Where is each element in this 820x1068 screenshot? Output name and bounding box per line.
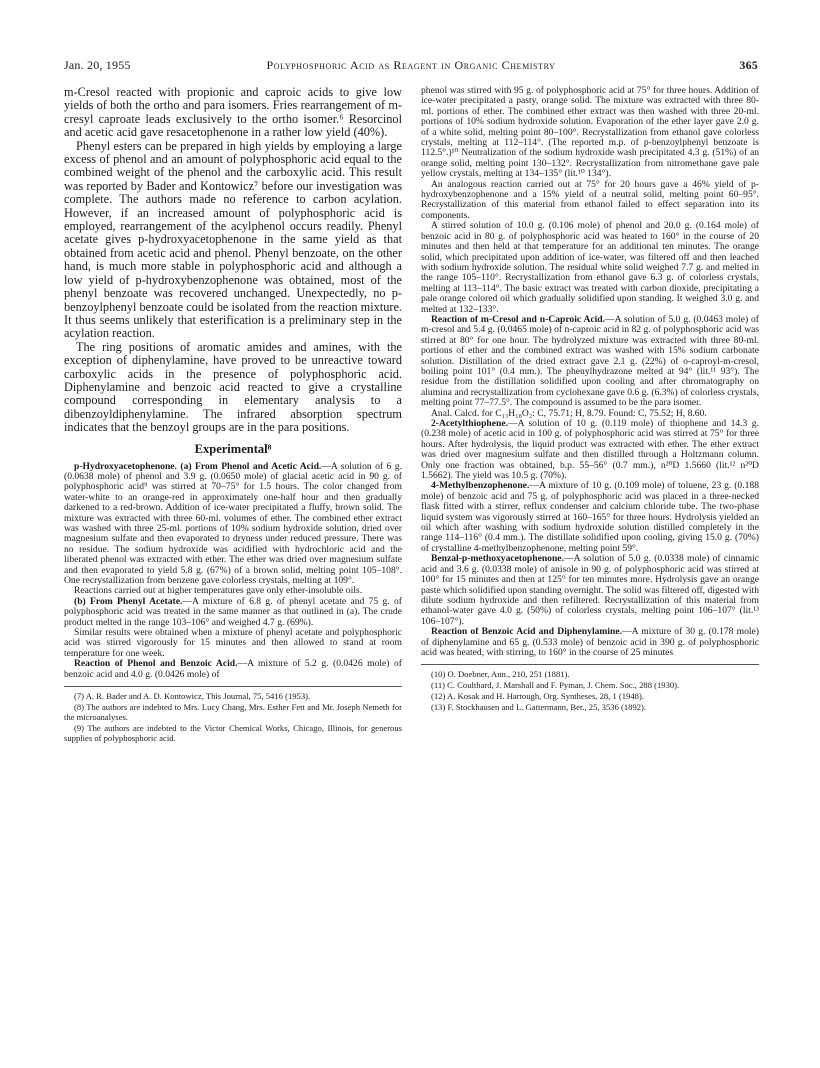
paragraph-head: Reaction of Benzoic Acid and Diphenylamine.	[431, 626, 623, 638]
footnote: (11) C. Coulthard, J. Marshall and F. Pyman, J. Chem. Soc., 288 (1930).	[431, 680, 680, 691]
left-column	[64, 86, 402, 744]
paragraph-head: Reaction of Phenol and Benzoic Acid.	[74, 658, 238, 670]
paragraph-body: phenol was stirred with 95 g. of polyphosphoric acid at 75° for three hours. Addition of ice-water precipitated a pasty, orange solid. The mixture was extracted with three 80-ml. portions of ether. The combined ether extract was then washed with three 20-ml. portions of 10% sodium hydroxide solution. Evaporation of the ether layer gave 2.0 g. of a white solid, melting point 80–100°. Recrystallization from ethanol gave colorless crystals, melting at 112–114°. (The reported m.p. of p-benzoylphenyl benzoate is 112.5°.)¹⁰ Neutralization of the sodium hydroxide wash precipitated 4.3 g. (51%) of an orange solid, melting point 130–132°. Recrystallization from nitromethane gave pale yellow crystals, melting at 134–135° (lit.¹⁰ 134°).	[421, 85, 759, 180]
footnote-divider	[64, 686, 402, 687]
experimental-text-left	[64, 462, 402, 681]
running-title: Polyphosphoric Acid as Reagent in Organic Chemistry	[266, 58, 556, 72]
footnote: (13) F. Stockhausen and L. Gattermann, Ber., 25, 3536 (1892).	[431, 702, 647, 713]
experimental-text-right	[421, 86, 759, 658]
intro-paragraph: The ring positions of aromatic amides and amines, with the exception of diphenylamine, have proved to be unreactive toward carboxylic acids in the presence of polyphosphoric acid. Diphenylamine and benzoic acid reacted to give a crystalline compound corresponding in elementary analysis to a dibenzoyldiphenylamine. The infrared absorption spectrum indicates that the benzoyl groups are in the para positions.	[64, 339, 402, 435]
experimental-paragraph	[64, 659, 402, 680]
paragraph-body: Anal. Calcd. for C₁₃H₁₈O₂: C, 75.71; H, 8.79. Found: C, 75.52; H, 8.60.	[431, 407, 707, 419]
footnote: (8) The authors are indebted to Mrs. Lucy Chang, Mrs. Esther Fett and Mr. Joseph Nemeth for the microanalyses.	[64, 702, 402, 723]
page-header	[64, 58, 758, 76]
experimental-paragraph	[64, 628, 402, 659]
right-column	[421, 86, 759, 713]
experimental-paragraph	[421, 419, 759, 481]
paragraph-head: 4-Methylbenzophenone.	[431, 480, 530, 492]
paragraph-body: —A mixture of 10 g. (0.109 mole) of toluene, 23 g. (0.188 mole) of benzoic acid and 75 g. of polyphosphoric acid was placed in a three-necked flask fitted with a stirrer, reflux condenser and calcium chloride tube. The two-phase liquid system was vigorously stirred at 160–165° for three hours. Hydrolysis yielded an oil which after washing with sodium hydroxide solution distilled completely in the range 114–116° (0.4 mm.). The distillate solidified upon cooling, giving 15.0 g. (70%) of crystalline 4-methylbenzophenone, melting point 59°.	[421, 480, 759, 554]
paragraph-body: —A solution of 10 g. (0.119 mole) of thiophene and 14.3 g. (0.238 mole) of acetic acid in 100 g. of polyphosphoric acid was stirred at 75° for three hours. After hydrolysis, the liquid product was extracted with ether. The ether extract was dried over magnesium sulfate and then distilled through a Holtzmann column. Only one fraction was obtained, b.p. 55–56° (0.7 mm.), n²⁰D 1.5660 (lit.¹² n²⁰D 1.5662). The yield was 10.5 g. (70%).	[421, 418, 759, 482]
paragraph-body: Similar results were obtained when a mixture of phenyl acetate and polyphosphoric acid was stirred vigorously for 15 minutes and then allowed to stand at room temperature for one week.	[64, 627, 402, 659]
footnote: (7) A. R. Bader and A. D. Kontowicz, This Journal, 75, 5416 (1953).	[74, 691, 311, 702]
experimental-paragraph	[421, 481, 759, 554]
paragraph-head: (b) From Phenyl Acetate.	[74, 595, 183, 607]
footnotes-right	[421, 669, 759, 712]
experimental-paragraph	[421, 554, 759, 627]
experimental-paragraph	[421, 221, 759, 315]
experimental-paragraph	[421, 627, 759, 658]
header-date: Jan. 20, 1955	[64, 58, 131, 72]
intro-text	[64, 86, 402, 435]
footnote: (12) A. Kosak and H. Hartough, Org. Syntheses, 28, 1 (1948).	[431, 691, 644, 702]
paragraph-head: Reaction of m-Cresol and n-Caproic Acid.	[431, 313, 606, 325]
paragraph-body: —A mixture of 6.8 g. of phenyl acetate and 75 g. of polyphosphoric acid was treated in the same manner as that outlined in (a). The crude product melted in the range 103–106° and weighed 4.7 g. (69%).	[64, 595, 402, 628]
intro-paragraph: m-Cresol reacted with propionic and caproic acids to give low yields of both the ortho and para isomers. Fries rearrangement of m-cresyl caproate leads exclusively to the ortho isomer.⁶ Resorcinol and acetic acid gave resacetophenone in a rather low yield (40%).	[64, 85, 402, 140]
paragraph-body: —A mixture of 5.2 g. (0.0426 mole) of benzoic acid and 4.0 g. (0.0426 mole) of	[64, 658, 402, 680]
paragraph-body: Reactions carried out at higher temperatures gave only ether-insoluble oils.	[74, 585, 363, 597]
experimental-paragraph	[421, 315, 759, 409]
paragraph-body: —A solution of 5.0 g. (0.0463 mole) of m-cresol and 5.4 g. (0.0465 mole) of n-caproic acid in 82 g. of polyphosphoric acid was stirred at 80° for one hour. The hydrolyzed mixture was extracted with three 80-ml. portions of ether and the combined extract was washed with 15% sodium carbonate solution. Distillation of the dried extract gave 2.1 g. (22%) of o-caproyl-m-cresol, boiling point 101° (0.4 mm.). The phenylhydrazone melted at 94° (lit.¹¹ 93°). The residue from the distillation solidified upon cooling and after chromatography on alumina and recrystallization from cyclohexane gave 0.6 g. (6.3%) of colorless crystals, melting point 77–77.5°. The compound is assumed to be the para isomer.	[421, 313, 760, 409]
paragraph-head: 2-Acetylthiophene.	[431, 418, 509, 429]
page-number: 365	[739, 58, 758, 72]
paragraph-body: —A solution of 6 g. (0.0638 mole) of phenol and 3.9 g. (0.0650 mole) of glacial acetic acid in 90 g. of polyphosphoric acid⁹ was stirred at 70–75° for 1.5 hours. The color changed from water-white to an orange-red in approximately one-half hour and then gradually darkened to a red-brown. Addition of ice-water precipitated a fluffy, brown solid. The mixture was extracted with three 60-ml. volumes of ether. The combined ether extract was washed with three 25-ml. portions of 10% sodium hydroxide solution, dried over magnesium sulfate and then evaporated to dryness under reduced pressure. There was no residue. The sodium hydroxide was acidified with hydrochloric acid and the liberated phenol was extracted with ether. The ether was dried over magnesium sulfate and then evaporated to yield 5.8 g. (67%) of a brown solid, melting point 105–108°. One recrystallization from benzene gave colorless crystals, melting at 109°.	[64, 460, 402, 587]
paragraph-body: —A solution of 5.0 g. (0.0338 mole) of cinnamic acid and 3.6 g. (0.0338 mole) of anisole in 90 g. of polyphosphoric acid was stirred at 100° for 15 minutes and then at 125° for ten minutes more. Hydrolysis gave an orange paste which solidified upon standing overnight. The solid was filtered off, digested with dilute sodium hydroxide and then refiltered. Recrystallization of this material from ethanol-water gave 4.0 g. (50%) of colorless crystals, melting point 106–107° (lit.¹³ 106–107°).	[421, 553, 759, 627]
experimental-paragraph	[64, 462, 402, 587]
footnote: (9) The authors are indebted to the Victor Chemical Works, Chicago, Illinois, for generous supplies of polyphosphoric acid.	[64, 723, 402, 744]
footnotes-left	[64, 691, 402, 743]
paragraph-head: Benzal-p-methoxyacetophenone.	[431, 553, 564, 565]
intro-paragraph: Phenyl esters can be prepared in high yields by employing a large excess of phenol and an amount of polyphosphoric acid equal to the combined weight of the phenol and the carboxylic acid. This result was reported by Bader and Kontowicz⁷ before our investigation was complete. The authors made no reference to carbon acylation. However, if an increased amount of polyphosphoric acid is employed, rearrangement of the acylphenol occurs readily. Phenyl acetate gives p-hydroxyacetophenone in the same yield as that obtained from acetic acid and phenol. Phenyl benzoate, on the other hand, is much more stable in polyphosphoric acid and although a low yield of p-hydroxybenzophenone was obtained, most of the phenyl benzoate was recovered unchanged. Unexpectedly, no p-benzoylphenyl benzoate could be isolated from the reaction mixture. It thus seems unlikely that esterification is a preliminary step in the acylation reaction.	[64, 138, 402, 341]
footnote: (10) O. Doebner, Ann., 210, 251 (1881).	[431, 669, 570, 680]
experimental-heading: Experimental⁸	[194, 441, 272, 456]
experimental-paragraph	[421, 180, 759, 222]
paragraph-body: A stirred solution of 10.0 g. (0.106 mole) of phenol and 20.0 g. (0.164 mole) of benzoic acid in 80 g. of polyphosphoric acid was heated to 160° in the course of 20 minutes and then held at that temperature for an additional ten minutes. The orange solid, which precipitated upon addition of ice-water, was filtered off and then leached with sodium hydroxide solution. The residual white solid weighed 7.7 g. and melted in the range 105–110°. Recrystallization from ethanol gave 6.3 g. of colorless crystals, melting at 113–114°. The basic extract was treated with carbon dioxide, precipitating a pale orange colored oil which gradually solidified upon standing. It weighed 3.0 g. and melted at 132–133°.	[421, 220, 759, 315]
experimental-paragraph	[64, 597, 402, 628]
paragraph-head: p-Hydroxyacetophenone. (a) From Phenol and Acetic Acid.	[74, 460, 322, 472]
paragraph-body: An analogous reaction carried out at 75° for 20 hours gave a 46% yield of p-hydroxybenzophenone and a 15% yield of a neutral solid, melting point 60–95°. Recrystallization of this material from ethanol failed to effect separation into its components.	[421, 178, 759, 221]
paragraph-body: —A mixture of 30 g. (0.178 mole) of diphenylamine and 65 g. (0.533 mole) of benzoic acid in 390 g. of polyphosphoric acid was heated, with stirring, to 160° in the course of 25 minutes	[421, 626, 759, 658]
experimental-paragraph	[421, 86, 759, 180]
footnote-divider	[421, 664, 759, 665]
